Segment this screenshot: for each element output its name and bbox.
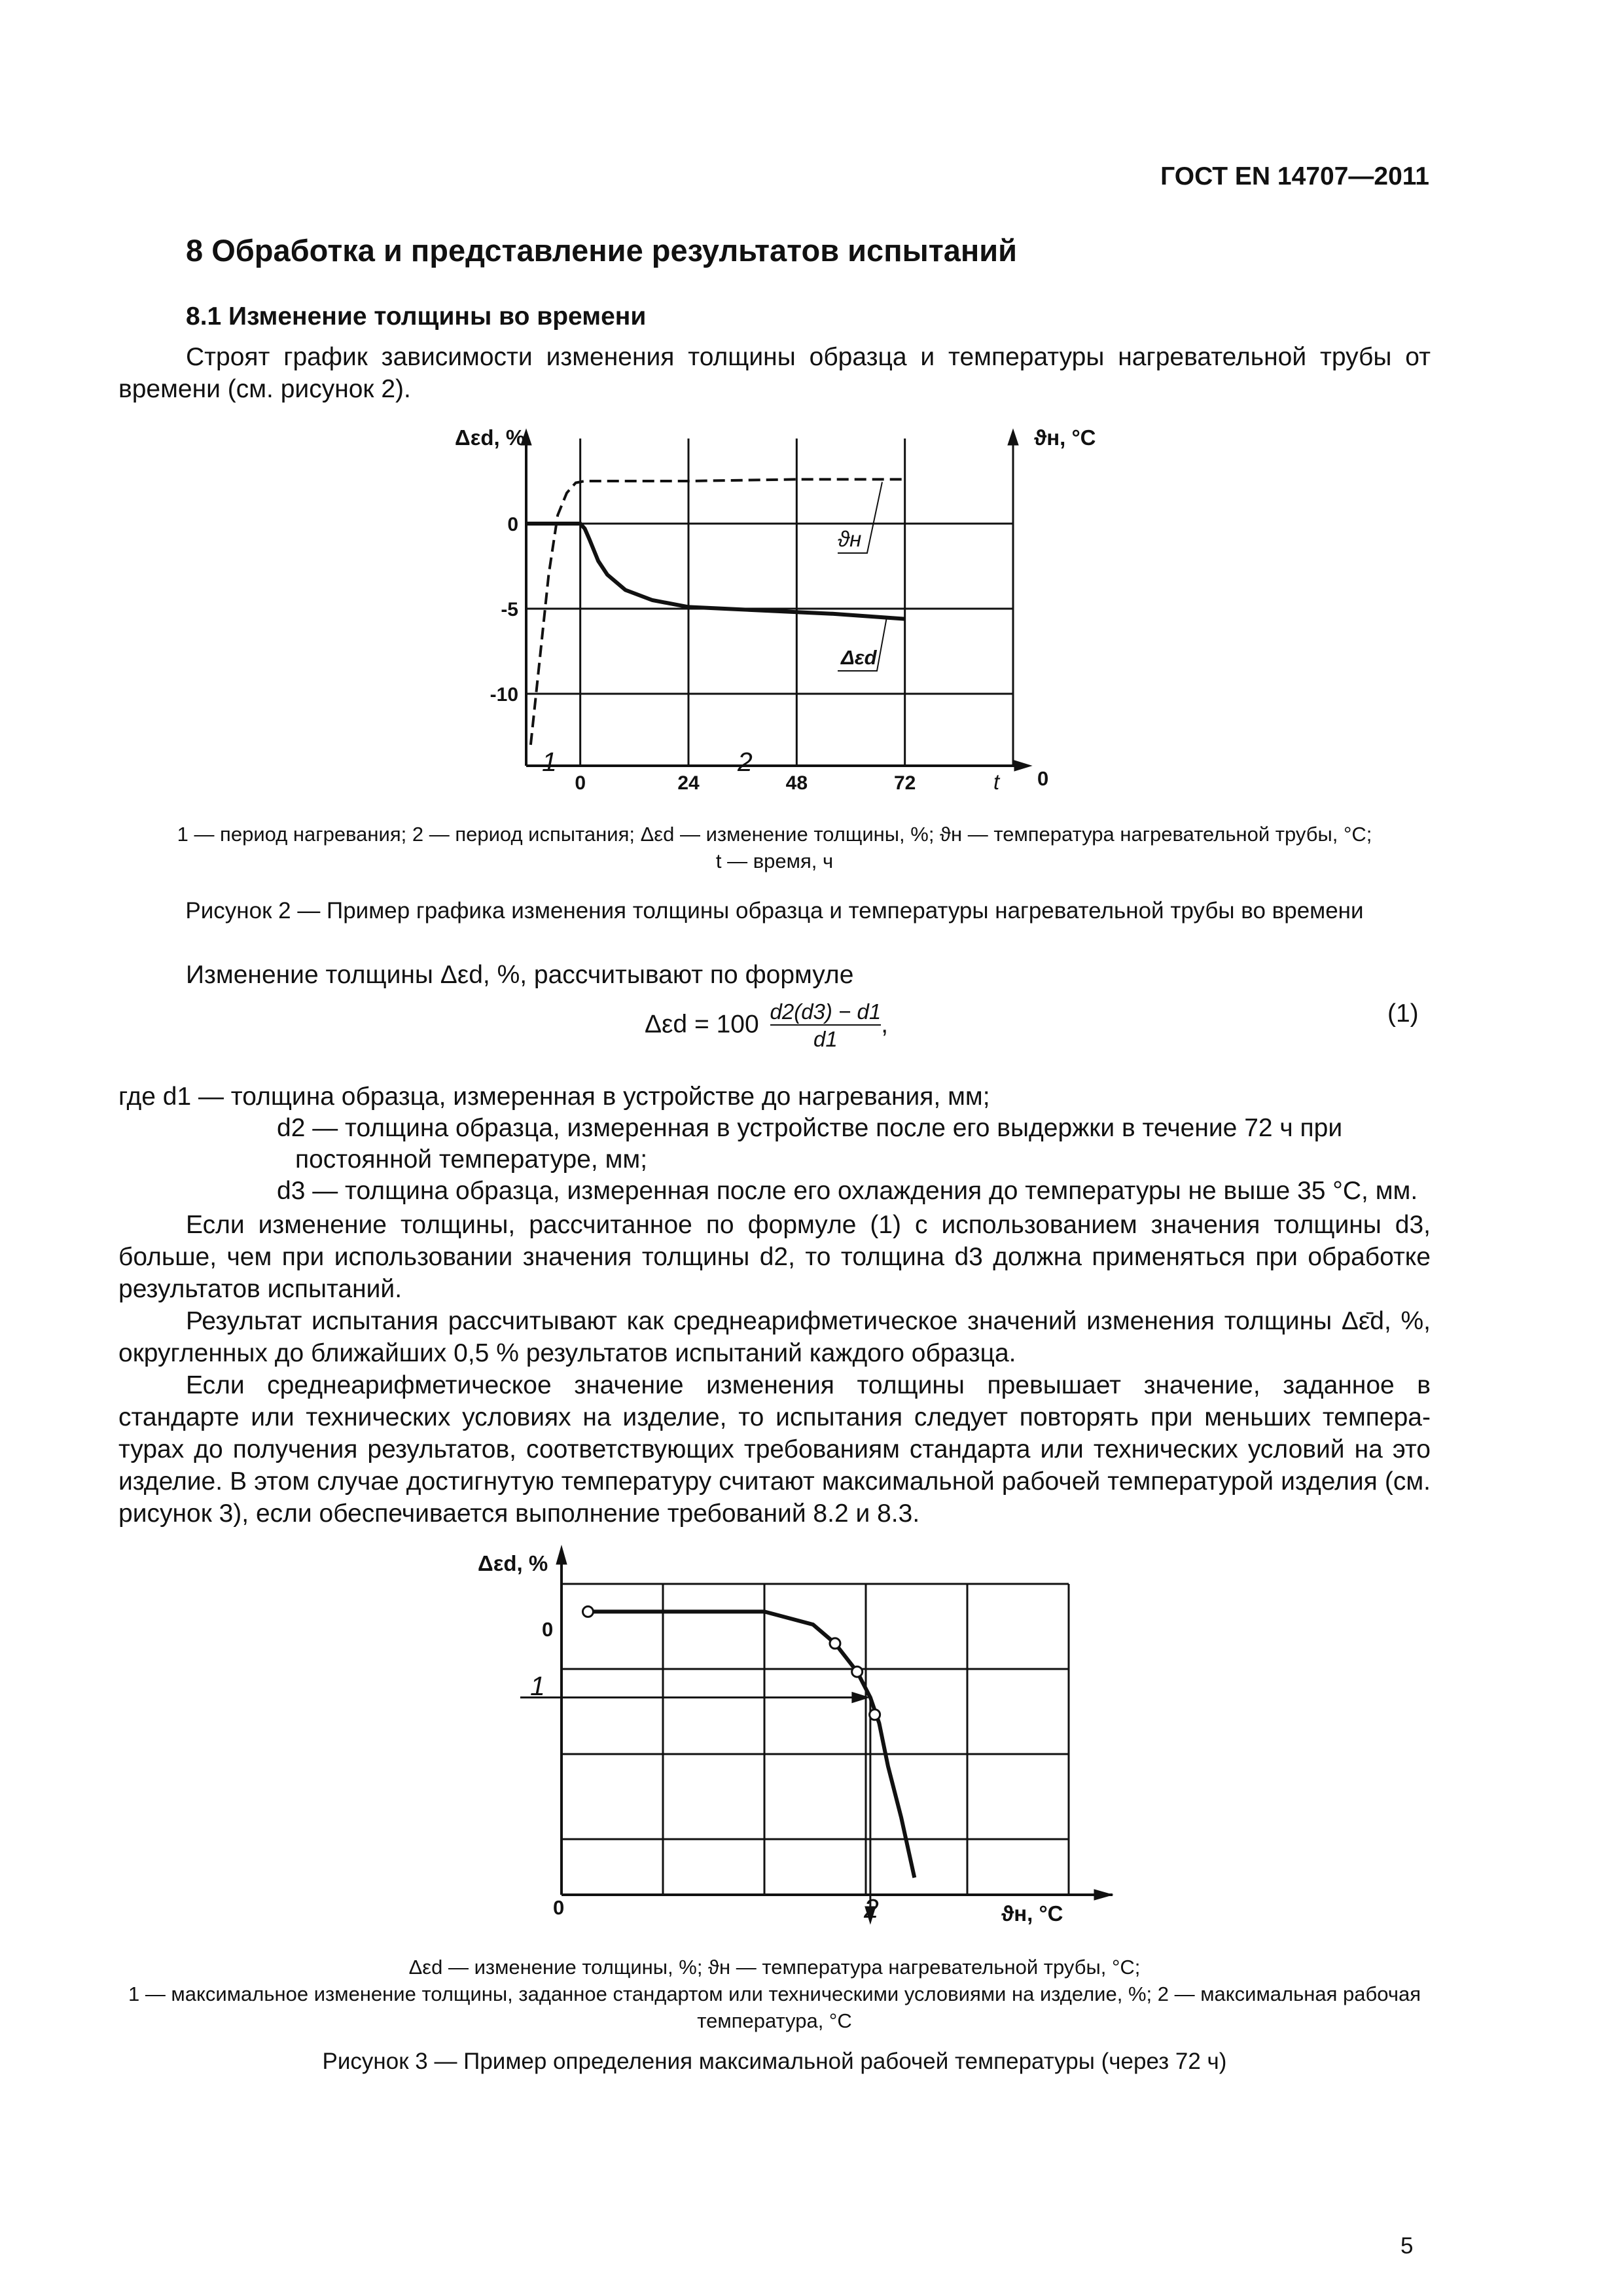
paragraph-3: Результат испытания рассчитывают как среднеарифметическое значений изменения толщины Δε̄d, %, округленных до ближайших 0,5 % результатов испытаний каждого образца. xyxy=(118,1307,1431,1367)
figure-2-temp-curve-label: ϑн xyxy=(838,527,862,551)
x-axis-label: t xyxy=(993,770,1000,794)
formula-1: Δεd = 100 $\frac{d2(d3) - d1}{d1}$ , xyxy=(645,999,889,1051)
y-tick-label: -5 xyxy=(501,599,518,620)
formula-intro: Изменение толщины Δεd, %, рассчитывают по формуле xyxy=(186,961,854,989)
y-tick-label: 0 xyxy=(507,514,518,535)
figure-3-chart xyxy=(458,1532,1126,1937)
subsection-title: 8.1 Изменение толщины во времени xyxy=(186,302,647,331)
x-axis-arrow xyxy=(1014,761,1031,771)
x-tick-label: 0 xyxy=(575,772,586,794)
figure-3-legend-line-2: 1 — максимальное изменение толщины, заданное стандартом или техническими условиями на изделие, %; 2 — максимальная рабочая температура, °С xyxy=(128,1982,1421,2032)
x-tick-label: 24 xyxy=(677,772,700,794)
figure-2-y-label: Δεd, % xyxy=(455,425,526,450)
formula-lhs: Δεd = 100 xyxy=(645,1010,759,1039)
definition-d1: где d1 — толщина образца, измеренная в устройстве до нагревания, мм; xyxy=(118,1083,990,1111)
y-tick-label: -10 xyxy=(490,684,518,706)
figure-3-origin: 0 xyxy=(553,1896,565,1919)
figure-2-period-1: 1 xyxy=(542,747,557,777)
formula-numerator: d2(d3) − d1 xyxy=(770,999,882,1024)
y2-axis-arrow xyxy=(1008,429,1018,445)
series-temperature xyxy=(531,479,905,745)
figure-3-y-zero: 0 xyxy=(542,1618,554,1641)
figure-2-period-2: 2 xyxy=(738,747,753,777)
figure-2-legend-line-1: 1 — период нагревания; 2 — период испытания; Δεd — изменение толщины, %; ϑн — температура нагревательной трубы, °С; xyxy=(177,823,1372,846)
figure-2-thickness-curve-label: Δεd xyxy=(841,646,877,669)
formula-denominator: d1 xyxy=(770,1024,882,1052)
figure-2-chart xyxy=(419,412,1171,808)
x-axis-arrow xyxy=(1094,1890,1113,1900)
data-point xyxy=(852,1666,863,1677)
figure-3-marker-2: 2 xyxy=(864,1893,879,1924)
figure-2-y2-label: ϑн, °C xyxy=(1034,425,1096,450)
x-tick-label: 72 xyxy=(893,772,916,794)
paragraph-1: Строят график зависимости изменения толщины образца и температуры нагревательной трубы от времени (см. рисунок 2). xyxy=(118,343,1431,403)
figure-3-y-label: Δεd, % xyxy=(478,1551,548,1575)
figure-2-y2-zero: 0 xyxy=(1037,767,1049,790)
section-title: 8 Обработка и представление результатов испытаний xyxy=(186,233,1018,268)
definition-d3: d3 — толщина образца, измеренная после его охлаждения до температуры не выше 35 °С, мм. xyxy=(277,1177,1418,1205)
figure-2-title: Рисунок 2 — Пример графика изменения толщины образца и температуры нагревательной трубы во времени xyxy=(185,898,1364,924)
paragraph-2: Если изменение толщины, рассчитанное по формуле (1) с использованием значения толщины d3, больше, чем при использовании значения толщины d2, то толщина d3 должна применяться при обработке результатов испытаний. xyxy=(118,1211,1431,1303)
definitions-list xyxy=(118,1081,1431,1207)
formula-fraction xyxy=(770,999,882,1052)
data-point xyxy=(870,1710,880,1720)
y-axis-arrow xyxy=(556,1546,567,1564)
page-number: 5 xyxy=(1400,2233,1414,2259)
definition-d2: d2 — толщина образца, измеренная в устройстве после его выдержки в течение 72 ч при постоянной температуре, мм; xyxy=(277,1114,1343,1174)
figure-3-title: Рисунок 3 — Пример определения максимальной рабочей температуры (через 72 ч) xyxy=(322,2049,1227,2074)
figure-3-legend-line-1: Δεd — изменение толщины, %; ϑн — температура нагревательной трубы, °С; xyxy=(408,1956,1141,1979)
data-point xyxy=(582,1606,593,1617)
x-tick-label: 48 xyxy=(785,772,808,794)
figure-3-marker-1: 1 xyxy=(530,1671,545,1701)
standard-number: ГОСТ EN 14707—2011 xyxy=(1160,162,1429,190)
data-point xyxy=(830,1638,840,1649)
paragraph-4: Если среднеарифметическое значение изменения толщины превышает значение, заданное в стандарте или технических условиях на изделие, то испытания следует повторять при меньших температурах до получения результатов, соответствующих требованиям стандарта или технических условий на это изделие. В этом случае достигнутую температуру считают максимальной рабочей температурой изделия (см. рисунок 3), если обеспечивается выполнение требований 8.2 и 8.3. xyxy=(118,1371,1431,1528)
figure-3-x-label: ϑн, °C xyxy=(1001,1901,1063,1926)
figure-2-legend-line-2: t — время, ч xyxy=(715,850,834,872)
formula-number: (1) xyxy=(1387,999,1419,1028)
